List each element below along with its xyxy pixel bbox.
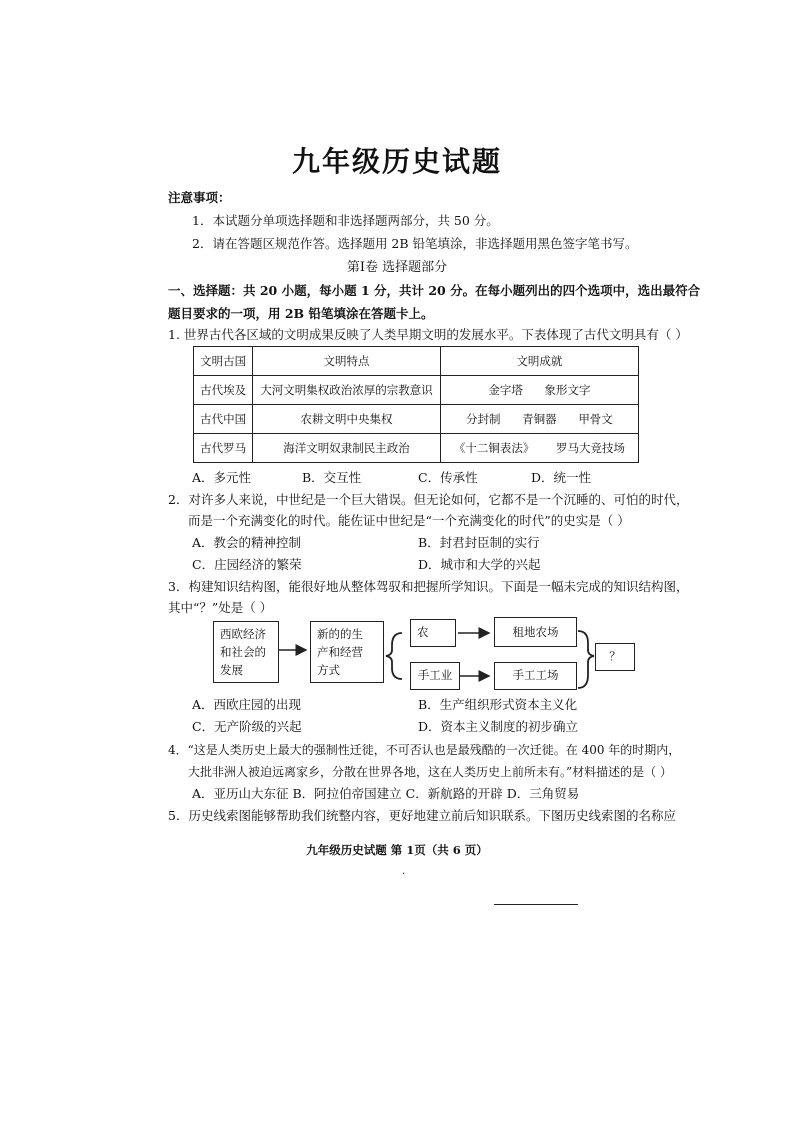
civilization-table bbox=[193, 346, 639, 463]
diagram-box-text: 产和经营 bbox=[317, 645, 363, 659]
left-brace-icon bbox=[386, 633, 402, 679]
diagram-box-new-production bbox=[310, 621, 384, 683]
q4-options: A．亚历山大东征 B．阿拉伯帝国建立 C．新航路的开辟 D．三角贸易 bbox=[192, 786, 580, 801]
q4-stem-line2: 大批非洲人被迫远离家乡，分散在世界各地，这在人类历史上前所未有。”材料描述的是（ ） bbox=[188, 765, 672, 779]
achievement: 金字塔 bbox=[488, 383, 523, 397]
diagram-box-text: 西欧经济 bbox=[220, 627, 266, 641]
diagram-box-agriculture: 农 bbox=[410, 619, 456, 647]
section-heading-line2: 题目要求的一项，用 2B 铅笔填涂在答题卡上。 bbox=[168, 306, 434, 321]
q3-option-d: D．资本主义制度的初步确立 bbox=[418, 719, 579, 734]
table-header-cell: 文明古国 bbox=[194, 347, 253, 376]
q2-option-b: B．封君封臣制的实行 bbox=[418, 535, 540, 550]
diagram-box-text: 新的的生 bbox=[317, 627, 363, 641]
q2-option-a: A．教会的精神控制 bbox=[192, 535, 302, 550]
q3-option-b: B．生产组织形式资本主义化 bbox=[418, 697, 578, 712]
diagram-box-question: ？ bbox=[595, 643, 635, 671]
achievement: 甲骨文 bbox=[578, 412, 613, 426]
q1-option-c: C．传承性 bbox=[418, 470, 478, 485]
q1-option-d: D．统一性 bbox=[531, 470, 592, 485]
exam-title: 九年级历史试题 bbox=[291, 145, 502, 178]
q2-option-c: C．庄园经济的繁荣 bbox=[192, 557, 302, 572]
table-cell-country: 古代埃及 bbox=[194, 376, 253, 405]
q3-option-c: C．无产阶级的兴起 bbox=[192, 719, 302, 734]
notes-heading: 注意事项： bbox=[168, 190, 231, 205]
q3-stem-line2: 其中“？”处是（ ） bbox=[168, 600, 273, 615]
table-row bbox=[194, 434, 639, 463]
table-row bbox=[194, 405, 639, 434]
q1-option-b: B．交互性 bbox=[302, 470, 362, 485]
q3-option-a: A．西欧庄园的出现 bbox=[192, 697, 302, 712]
diagram-box-tenant-farm: 租地农场 bbox=[494, 617, 577, 647]
table-cell-achievements bbox=[440, 405, 638, 434]
table-header-cell: 文明成就 bbox=[440, 347, 638, 376]
diagram-box-text: 和社会的 bbox=[220, 645, 266, 659]
achievement: 《十二铜表法》 bbox=[453, 441, 535, 455]
signature-line bbox=[494, 904, 578, 905]
table-cell-country: 古代罗马 bbox=[194, 434, 253, 463]
achievement: 罗马大竞技场 bbox=[555, 441, 625, 455]
table-cell-feature: 海洋文明奴隶制民主政治 bbox=[253, 434, 441, 463]
table-header-row bbox=[194, 347, 639, 376]
table-header-cell: 文明特点 bbox=[253, 347, 441, 376]
note-item: 1．本试题分单项选择题和非选择题两部分，共 50 分。 bbox=[192, 213, 499, 228]
diagram-box-western-europe bbox=[213, 621, 279, 683]
right-brace-icon bbox=[578, 631, 594, 688]
q2-stem-line2: 而是一个充满变化的时代。能佐证中世纪是“一个充满变化的时代”的史实是（ ） bbox=[188, 513, 630, 528]
diagram-box-workshop: 手工工场 bbox=[494, 662, 577, 690]
table-cell-feature: 农耕文明中央集权 bbox=[253, 405, 441, 434]
achievement: 青铜器 bbox=[522, 412, 557, 426]
q1-option-a: A．多元性 bbox=[192, 470, 252, 485]
diagram-box-text: 方式 bbox=[317, 663, 340, 677]
note-item: 2．请在答题区规范作答。选择题用 2B 铅笔填涂，非选择题用黑色签字笔书写。 bbox=[192, 236, 638, 251]
diagram-box-text: 发展 bbox=[220, 663, 243, 677]
achievement: 象形文字 bbox=[544, 383, 591, 397]
part-title: 第Ⅰ卷 选择题部分 bbox=[346, 260, 448, 275]
table-cell-feature: 大河文明集权政治浓厚的宗教意识 bbox=[253, 376, 441, 405]
table-row bbox=[194, 376, 639, 405]
page-footer: 九年级历史试题 第 1页（共 6 页） bbox=[306, 843, 488, 857]
stray-mark: . bbox=[402, 866, 406, 877]
diagram-box-handicraft: 手工业 bbox=[410, 662, 460, 690]
q3-stem-line1: 3．构建知识结构图，能很好地从整体驾驭和把握所学知识。下面是一幅未完成的知识结构图， bbox=[168, 579, 689, 594]
table-cell-country: 古代中国 bbox=[194, 405, 253, 434]
q4-stem-line1: 4．“这是人类历史上最大的强制性迁徙，不可否认也是最残酷的一次迁徙。在 400 年的时期内， bbox=[168, 743, 681, 757]
table-cell-achievements bbox=[440, 434, 638, 463]
table-cell-achievements bbox=[440, 376, 638, 405]
q2-option-d: D．城市和大学的兴起 bbox=[418, 557, 541, 572]
achievement: 分封制 bbox=[466, 412, 501, 426]
q1-stem: 1. 世界古代各区域的文明成果反映了人类早期文明的发展水平。下表体现了古代文明具有（ ） bbox=[168, 327, 688, 342]
q5-stem-line1: 5．历史线索图能够帮助我们统整内容，更好地建立前后知识联系。下图历史线索图的名称应 bbox=[168, 808, 676, 823]
section-heading-line1: 一、选择题：共 20 小题，每小题 1 分，共计 20 分。在每小题列出的四个选项中，选出最符合 bbox=[168, 283, 701, 298]
q2-stem-line1: 2．对许多人来说，中世纪是一个巨大错误。但无论如何，它都不是一个沉睡的、可怕的时代， bbox=[168, 492, 689, 507]
